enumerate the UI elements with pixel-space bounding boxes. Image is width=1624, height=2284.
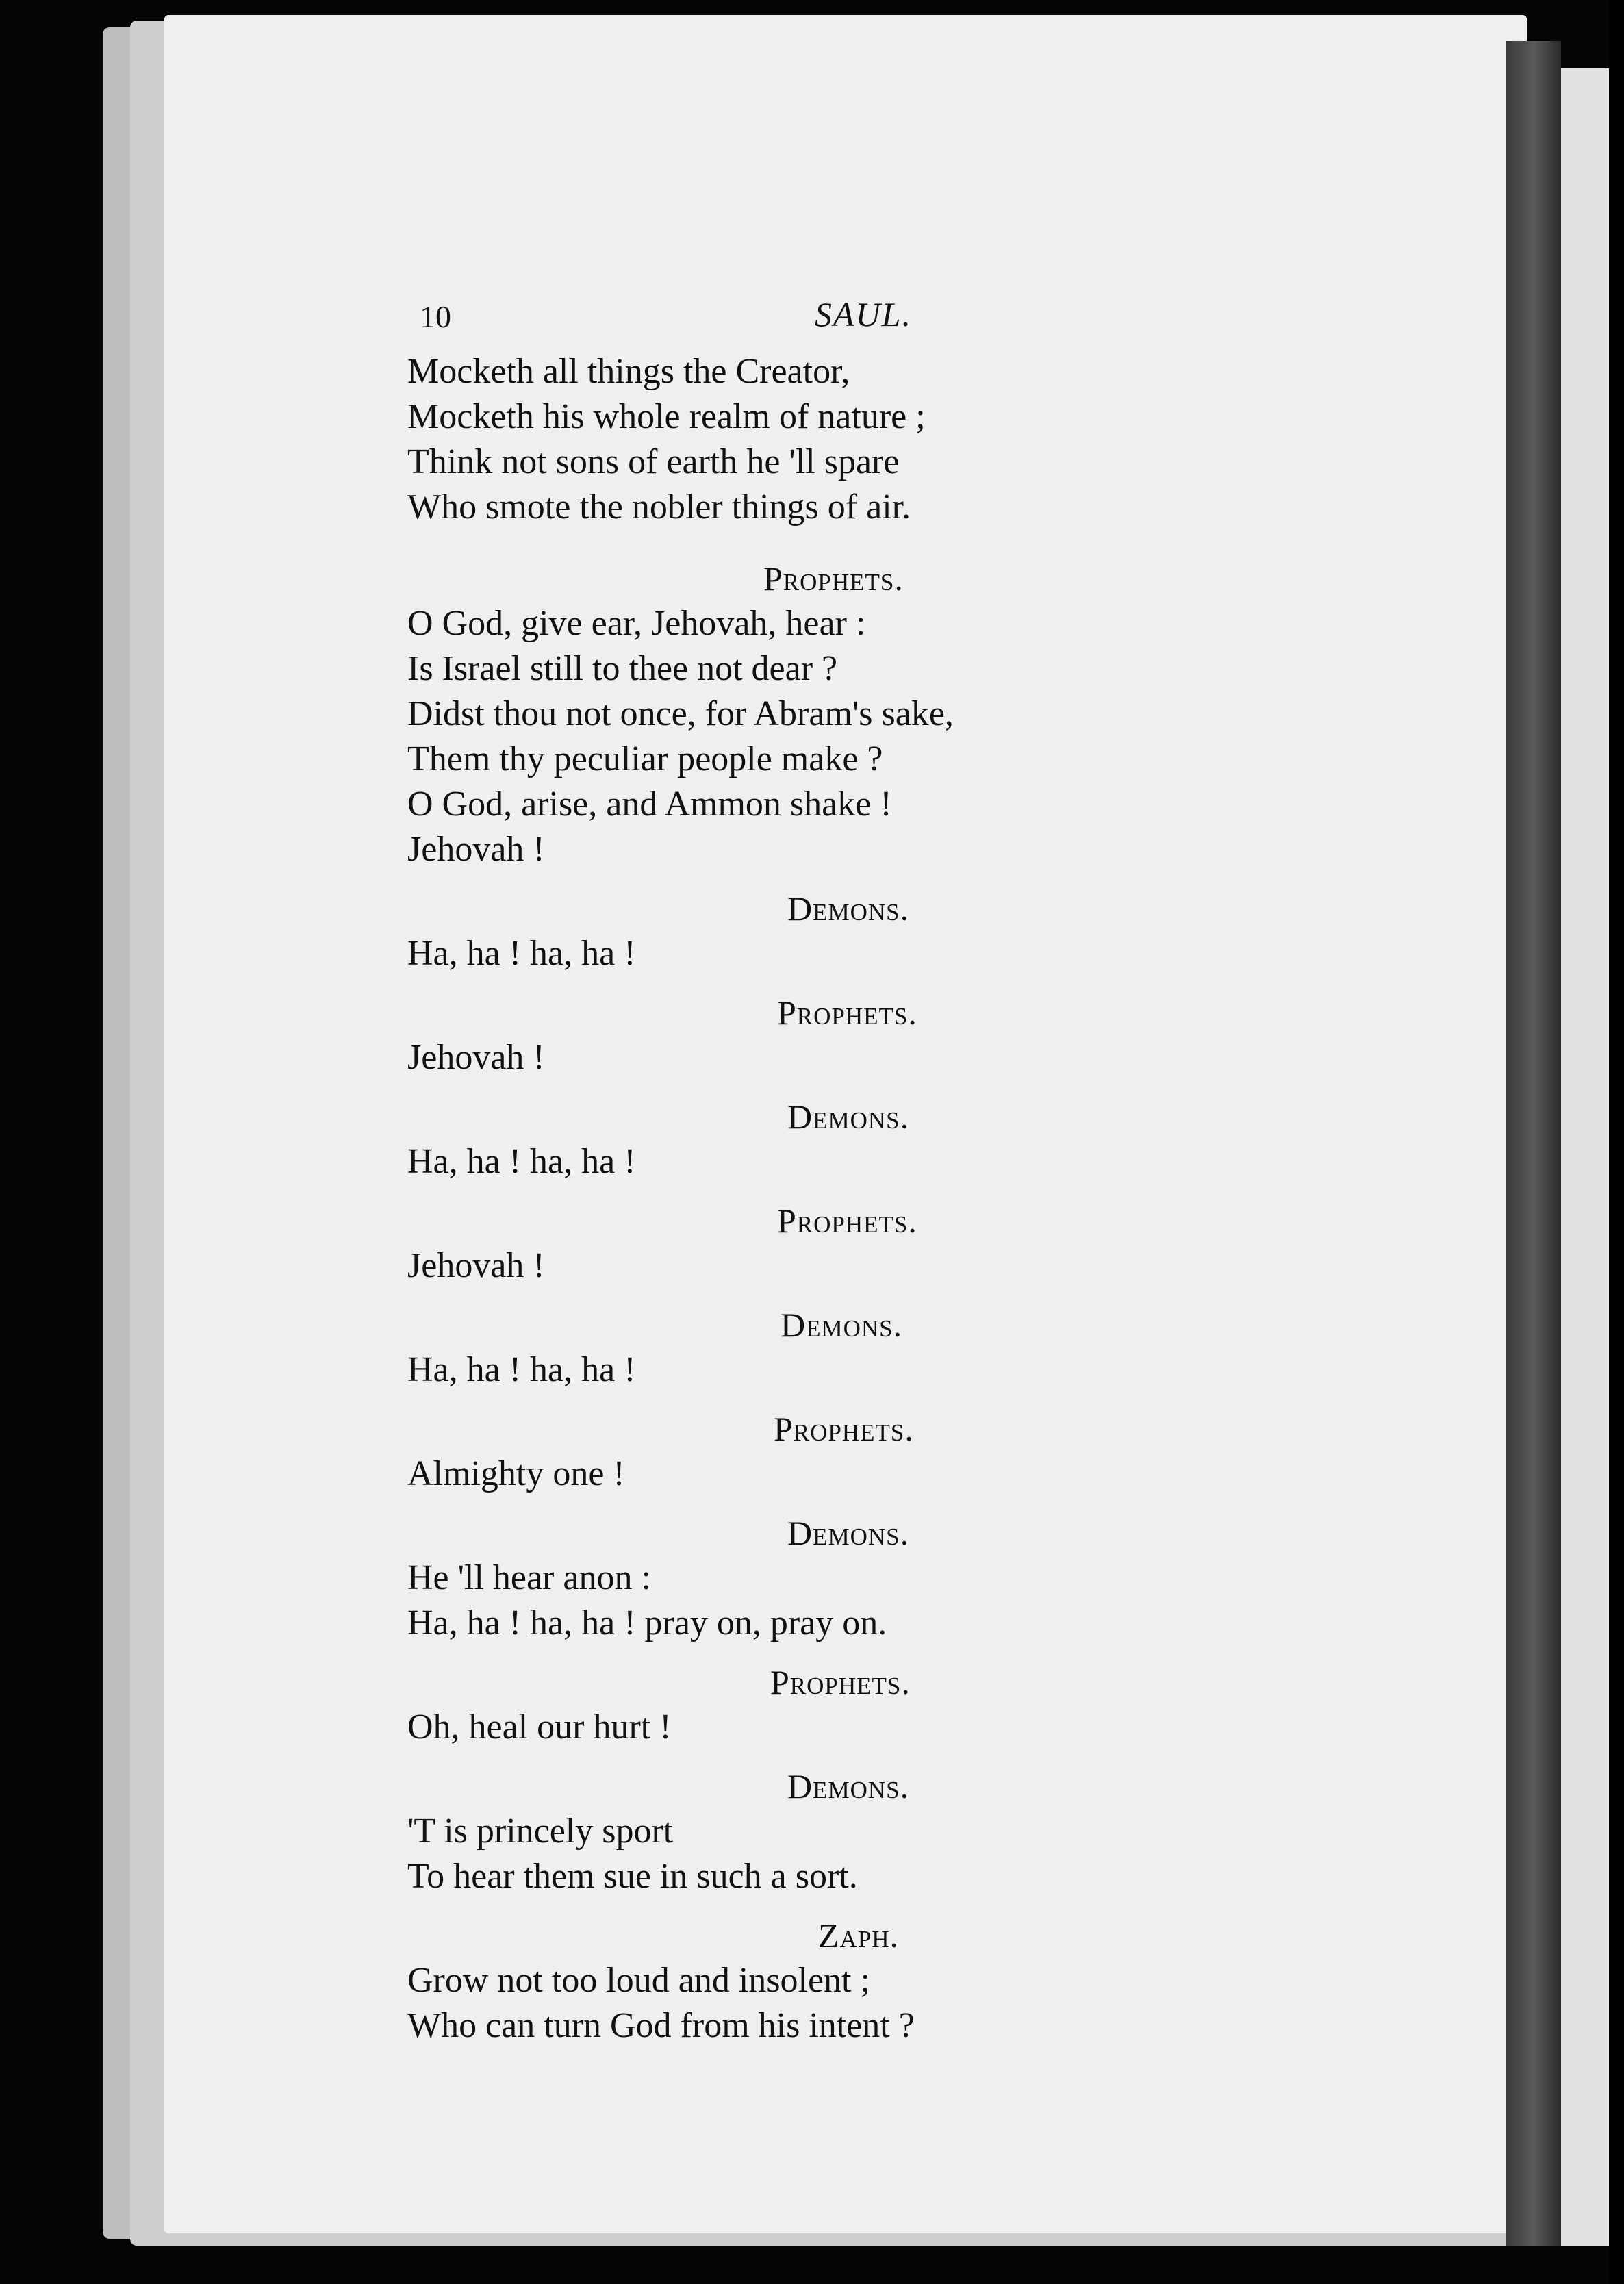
speaker-name: Prophets.: [777, 993, 917, 1032]
speaker-name: Prophets.: [774, 1410, 914, 1448]
verse-line: Almighty one !: [407, 1454, 625, 1493]
speaker-name: Prophets.: [770, 1663, 911, 1701]
speech: [407, 886, 1297, 976]
page-text: [407, 281, 1297, 2048]
speech: [407, 1764, 1297, 1899]
verse-line: Ha, ha ! ha, ha !: [407, 1350, 636, 1389]
page-header: [407, 281, 1297, 349]
verse-line: Jehovah !: [407, 1038, 545, 1077]
verse-line: Ha, ha ! ha, ha !: [407, 934, 636, 973]
verse-line: Grow not too loud and insolent ;: [407, 1961, 870, 2000]
speech: [407, 1302, 1297, 1393]
running-title: SAUL.: [815, 295, 912, 333]
verse-line: Mocketh his whole realm of nature ;: [407, 397, 926, 436]
speaker-name: Prophets.: [763, 559, 904, 598]
book-gutter: [1506, 41, 1561, 2246]
verse-line: He 'll hear anon :: [407, 1558, 651, 1597]
verse-line: Jehovah !: [407, 830, 545, 869]
verse-line: Ha, ha ! ha, ha !: [407, 1142, 636, 1181]
speaker-name: Demons.: [787, 1514, 910, 1552]
verse-line: O God, arise, and Ammon shake !: [407, 785, 892, 824]
speech: [407, 990, 1297, 1080]
verse-line: Think not sons of earth he 'll spare: [407, 442, 900, 481]
speaker-name: Demons.: [787, 1767, 910, 1805]
speech: [407, 1510, 1297, 1646]
speech: [407, 1198, 1297, 1289]
verse-line: To hear them sue in such a sort.: [407, 1857, 858, 1896]
verse-line: Mocketh all things the Creator,: [407, 352, 850, 391]
speaker-name: Prophets.: [777, 1202, 917, 1240]
speaker-name: Demons.: [787, 889, 910, 928]
scan-edge: [1609, 0, 1624, 2284]
verse-line: O God, give ear, Jehovah, hear :: [407, 604, 866, 643]
speaker-name: Zaph.: [818, 1916, 900, 1955]
stanza-1: [407, 349, 1297, 530]
verse-line: Ha, ha ! ha, ha ! pray on, pray on.: [407, 1603, 887, 1642]
verse-line: Who smote the nobler things of air.: [407, 487, 911, 526]
speech: [407, 1094, 1297, 1184]
verse-line: Who can turn God from his intent ?: [407, 2006, 915, 2045]
speech: [407, 556, 1297, 872]
verse-line: Is Israel still to thee not dear ?: [407, 649, 838, 688]
verse-line: Didst thou not once, for Abram's sake,: [407, 694, 954, 733]
speech: [407, 1660, 1297, 1750]
speaker-name: Demons.: [787, 1097, 910, 1136]
page-number: 10: [420, 299, 451, 334]
speech: [407, 1913, 1297, 2048]
verse-line: 'T is princely sport: [407, 1812, 674, 1851]
speech: [407, 1406, 1297, 1497]
speaker-name: Demons.: [781, 1306, 903, 1344]
verse-line: Oh, heal our hurt !: [407, 1708, 672, 1747]
verse-line: Jehovah !: [407, 1246, 545, 1285]
verse-line: Them thy peculiar people make ?: [407, 739, 883, 778]
